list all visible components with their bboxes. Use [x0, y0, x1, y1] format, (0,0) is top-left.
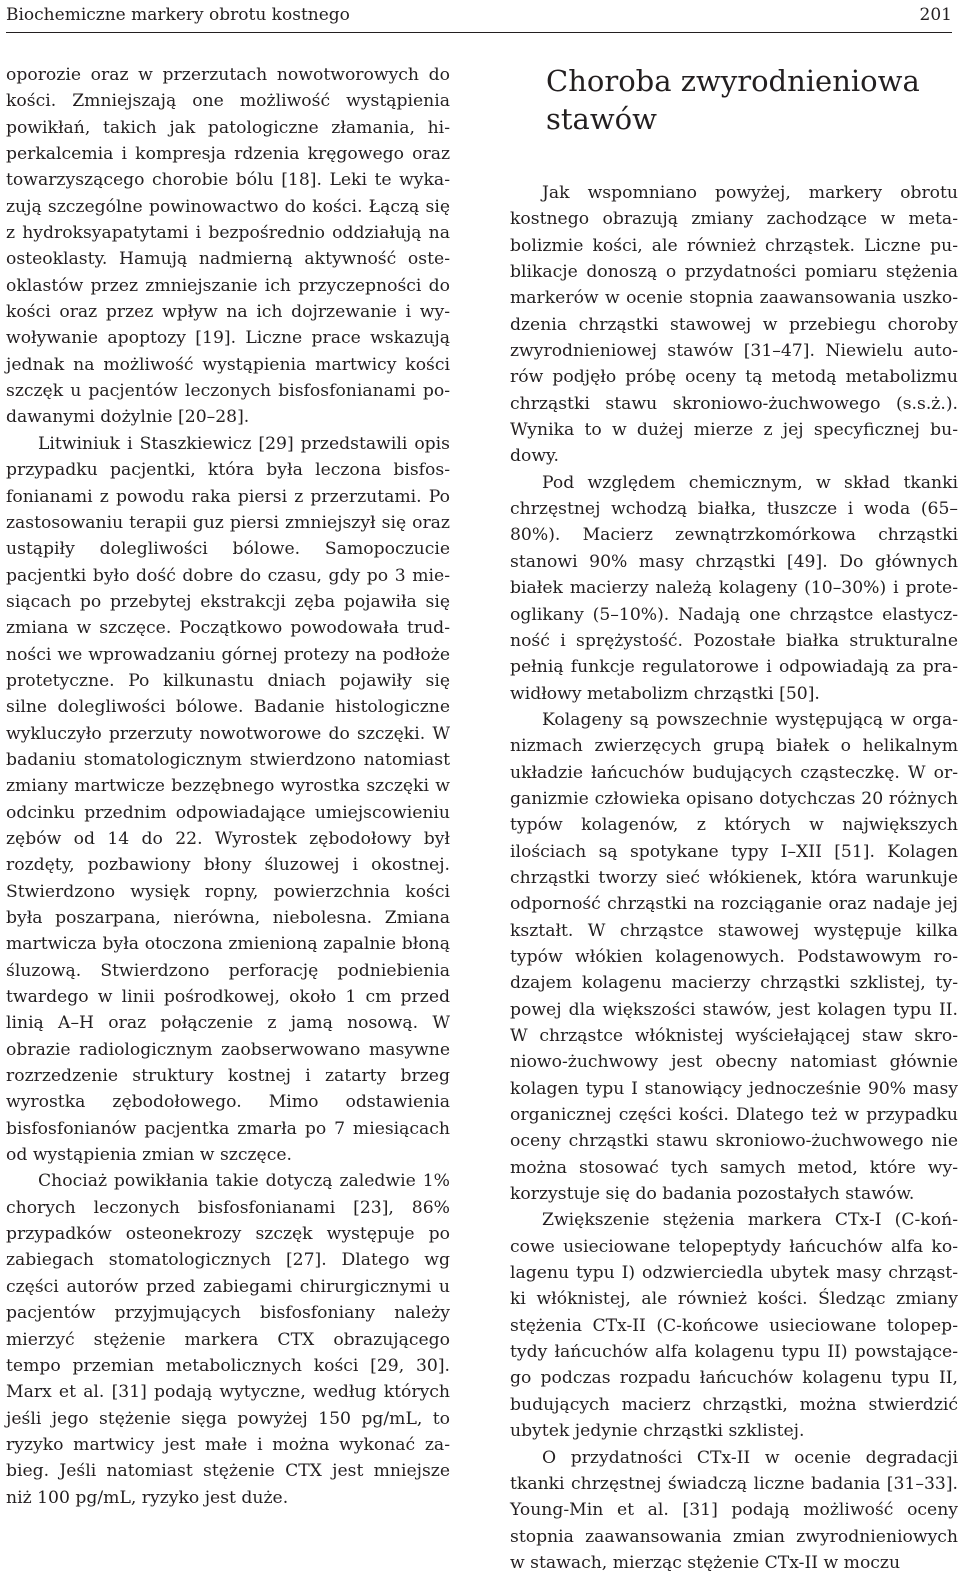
right-column [510, 52, 958, 1576]
running-title: Biochemiczne markery obrotu kostnego [6, 2, 350, 28]
page-number: 201 [920, 2, 952, 28]
running-header [6, 2, 952, 33]
left-column [6, 62, 450, 1511]
section-heading: Choroba zwyrodnieniowa stawów [546, 62, 958, 138]
paragraph: Pod względem chemicznym, w skład tkanki chrzęstnej wchodzą białka, tłuszcze i woda (65–80%). Macierz zewnątrzkomórkowa chrząstki stanowi 90% masy chrząstki [49]. Do głównych białek macierzy należą kolageny (10–30%) i proteoglikany (5–10%). Nadają one chrząstce elastyczność i sprężystość. Pozostałe białka strukturalne pełnią funkcje regulatorowe i odpowiadają za prawidłowy metabolizm chrząstki [50]. [510, 470, 958, 707]
paragraph: Litwiniuk i Staszkiewicz [29] przedstawili opis przypadku pacjentki, która była leczona bisfosfonianami z powodu raka piersi z przerzutami. Po zastosowaniu terapii guz piersi zmniejszył się oraz ustąpiły dolegliwości bólowe. Samopoczucie pacjentki było dość dobre do czasu, gdy po 3 miesiącach po przebytej ekstrakcji zęba pojawiła się zmiana w szczęce. Początkowo powodowała trudności we wprowadzaniu górnej protezy na podłoże protetyczne. Po kilkunastu dniach pojawiły się silne dolegliwości bólowe. Badanie histologiczne wykluczyło przerzuty nowotworowe do szczęki. W badaniu stomatologicznym stwierdzono natomiast zmiany martwicze bezzębnego wyrostka szczęki w odcinku przednim odpowiadające umiejscowieniu zębów od 14 do 22. Wyrostek zębodołowy był rozdęty, pozbawiony błony śluzowej i okostnej. Stwierdzono wysięk ropny, powierzchnia kości była poszarpana, nierówna, niebolesna. Zmiana martwicza była otoczona zmienioną zapalnie błoną śluzową. Stwierdzono perforację podniebienia twardego w linii pośrodkowej, około 1 cm przed linią A–H oraz połączenie z jamą nosową. W obrazie radiologicznym zaobserwowano masywne rozrzedzenie struktury kostnej i zatarty brzeg wyrostka zębodołowego. Mimo odstawienia bisfosfonianów pacjentka zmarła po 7 miesiącach od wystąpienia zmian w szczęce. [6, 431, 450, 1169]
paragraph: Jak wspomniano powyżej, markery obrotu kostnego obrazują zmiany zachodzące w metabolizmie kości, ale również chrząstek. Liczne publikacje donoszą o przydatności pomiaru stężenia markerów w ocenie stopnia zaawansowania uszkodzenia chrząstki stawowej w przebiegu choroby zwyrodnieniowej stawów [31–47]. Niewielu autorów podjęło próbę oceny tą metodą metabolizmu chrząstki stawu skroniowo-żuchwowego (s.s.ż.). Wynika to w dużej mierze z jej specyficznej budowy. [510, 180, 958, 470]
paragraph: Zwiększenie stężenia markera CTx-I (C-końcowe usieciowane telopeptydy łańcuchów alfa kolagenu typu I) odzwierciedla ubytek masy chrząstki włóknistej, ale również kości. Śledząc zmiany stężenia CTx-II (C-końcowe usieciowane tolopeptydy łańcuchów alfa kolagenu typu II) powstającego podczas rozpadu łańcuchów kolagenu typu II, budujących macierz chrząstki, można stwierdzić ubytek jedynie chrząstki szklistej. [510, 1207, 958, 1444]
paragraph: oporozie oraz w przerzutach nowotworowych do kości. Zmniejszają one możliwość wystąpienia powikłań, takich jak patologiczne złamania, hiperkalcemia i kompresja rdzenia kręgowego oraz towarzyszącego chorobie bólu [18]. Leki te wykazują szczególne powinowactwo do kości. Łączą się z hydroksyapatytami i bezpośrednio oddziałują na osteoklasty. Hamują nadmierną aktywność osteoklastów przez zmniejszanie ich przyczepności do kości oraz przez wpływ na ich dojrzewanie i wywoływanie apoptozy [19]. Liczne prace wskazują jednak na możliwość wystąpienia martwicy kości szczęk u pacjentów leczonych bisfosfonianami podawanymi dożylnie [20–28]. [6, 62, 450, 431]
paragraph: Kolageny są powszechnie występującą w organizmach zwierzęcych grupą białek o helikalnym układzie łańcuchów budujących cząsteczkę. W organizmie człowieka opisano dotychczas 20 różnych typów kolagenów, z których w największych ilościach są spotykane typy I–XII [51]. Kolagen chrząstki tworzy sieć włókienek, która warunkuje odporność chrząstki na rozciąganie oraz nadaje jej kształt. W chrząstce stawowej występuje kilka typów włókien kolagenowych. Podstawowym rodzajem kolagenu macierzy chrząstki szklistej, typowej dla większości stawów, jest kolagen typu II. W chrząstce włóknistej wyściełającej staw skroniowo-żuchwowy jest obecny natomiast głównie kolagen typu I stanowiący jednocześnie 90% masy organicznej części kości. Dlatego też w przypadku oceny chrząstki stawu skroniowo-żuchwowego nie można stosować tych samych metod, które wykorzystuje się do badania pozostałych stawów. [510, 707, 958, 1208]
paragraph: Chociaż powikłania takie dotyczą zaledwie 1% chorych leczonych bisfosfonianami [23], 86% przypadków osteonekrozy szczęk występuje po zabiegach stomatologicznych [27]. Dlatego wg części autorów przed zabiegami chirurgicznymi u pacjentów przyjmujących bisfosfoniany należy mierzyć stężenie markera CTX obrazującego tempo przemian metabolicznych kości [29, 30]. Marx et al. [31] podają wytyczne, według których jeśli jego stężenie sięga powyżej 150 pg/mL, to ryzyko martwicy jest małe i można wykonać zabieg. Jeśli natomiast stężenie CTX jest mniejsze niż 100 pg/mL, ryzyko jest duże. [6, 1168, 450, 1510]
paragraph: O przydatności CTx-II w ocenie degradacji tkanki chrzęstnej świadczą liczne badania [31–33]. Young-Min et al. [31] podają możliwość oceny stopnia zaawansowania zmian zwyrodnieniowych w stawach, mierząc stężenie CTx-II w moczu [510, 1445, 958, 1576]
